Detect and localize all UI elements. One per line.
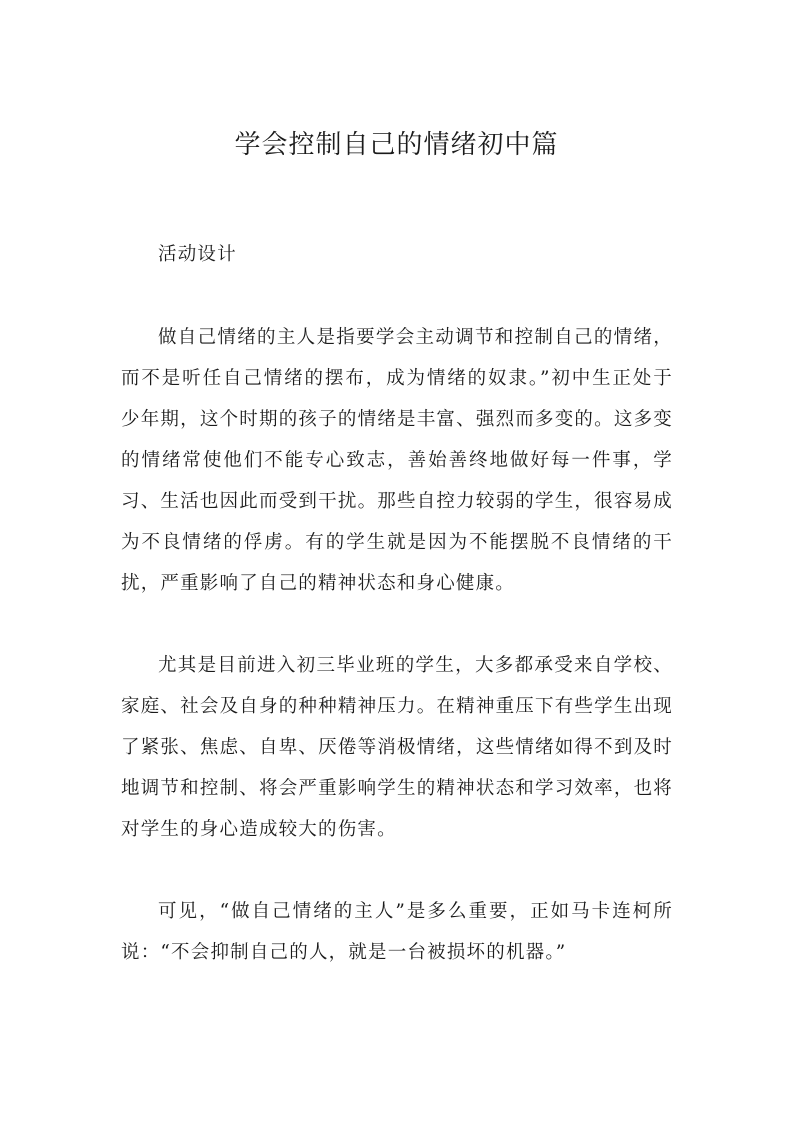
paragraph-1: 做自己情绪的主人是指要学会主动调节和控制自己的情绪，而不是听任自己情绪的摆布，成为情绪的奴隶。”初中生正处于少年期，这个时期的孩子的情绪是丰富、强烈而多变的。这多变的情绪常使他们不能专心致志，善始善终地做好每一件事，学习、生活也因此而受到干扰。那些自控力较弱的学生，很容易成为不良情绪的俘虏。有的学生就是因为不能摆脱不良情绪的干扰，严重影响了自己的精神状态和身心健康。 [121, 327, 673, 594]
document-body [121, 234, 673, 973]
paragraph-2: 尤其是目前进入初三毕业班的学生，大多都承受来自学校、家庭、社会及自身的种种精神压力。在精神重压下有些学生出现了紧张、焦虑、自卑、厌倦等消极情绪，这些情绪如得不到及时地调节和控制、将会严重影响学生的精神状态和学习效率，也将对学生的身心造成较大的伤害。 [121, 655, 673, 840]
section-heading: 活动设计 [158, 244, 237, 265]
document-title: 学会控制自己的情绪初中篇 [234, 130, 559, 160]
paragraph-3: 可见，“做自己情绪的主人”是多么重要，正如马卡连柯所说：“不会抑制自己的人，就是一台被损坏的机器。” [121, 901, 673, 963]
